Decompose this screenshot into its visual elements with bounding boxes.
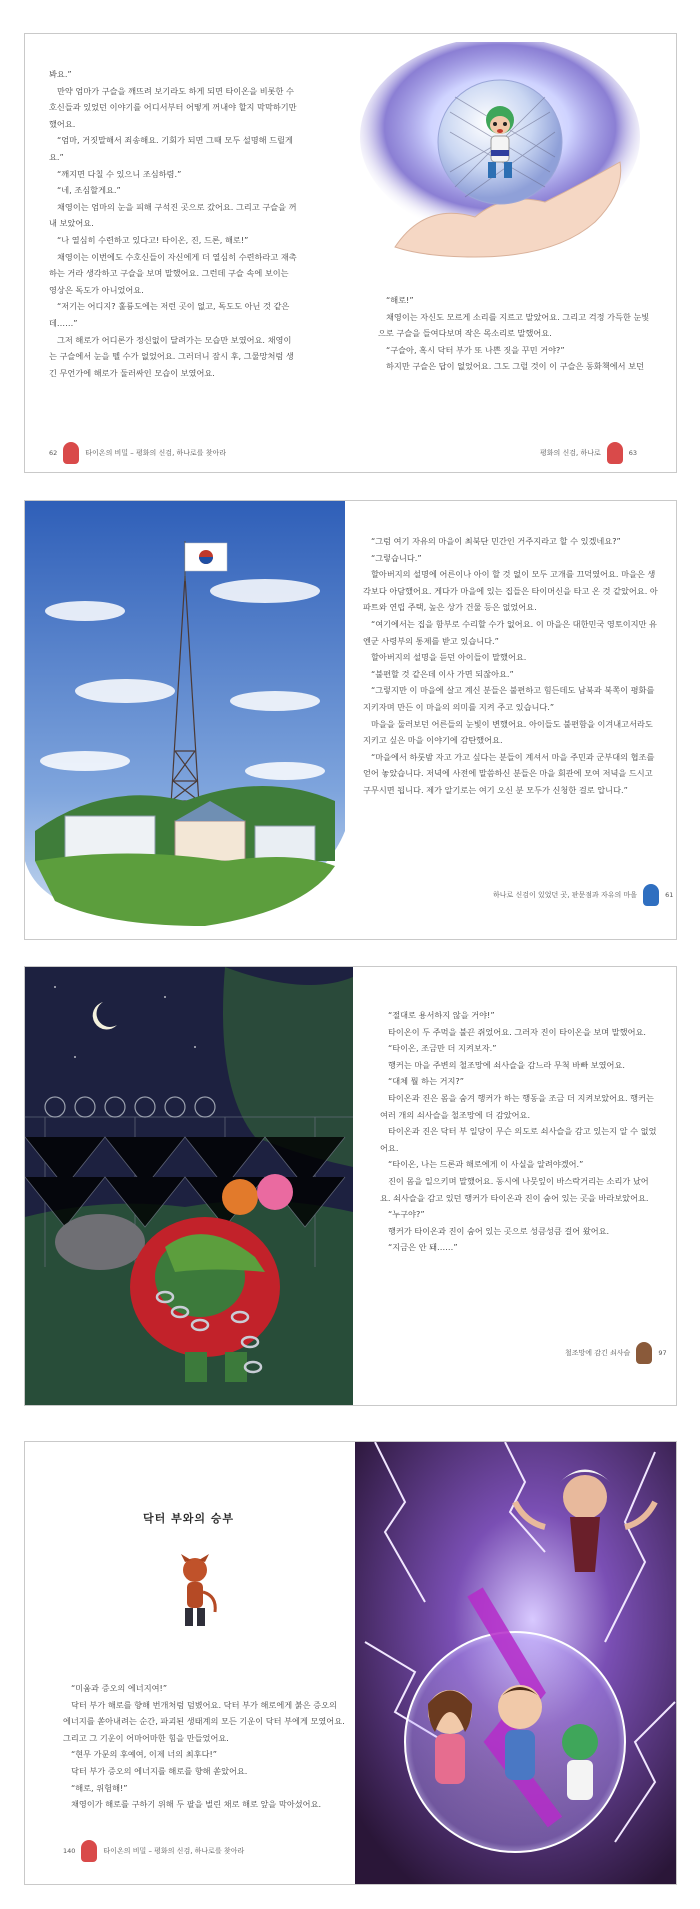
running-title: 타이온의 비밀 – 평화의 신검, 하나로를 찾아라 — [85, 449, 227, 457]
paragraph: “구슬아, 혹시 닥터 부가 또 나쁜 짓을 꾸민 거야?” — [386, 344, 565, 355]
page-number: 63 — [628, 449, 638, 457]
village-tower-illustration — [25, 501, 345, 940]
paragraph: “네, 조심할게요.” — [57, 185, 121, 196]
character-mascot-icon — [643, 884, 659, 906]
paragraph: 타이온과 진은 닥터 부 일당이 무슨 의도로 쇠사슬을 감고 있는지 알 수 없었어요. — [380, 1126, 657, 1153]
paragraph: 행커는 마을 주변의 철조망에 쇠사슬을 감느라 무척 바빠 보였어요. — [388, 1059, 625, 1070]
running-title: 하나로 신검이 있었던 곳, 판문점과 자유의 마을 — [493, 891, 638, 899]
paragraph: “마을에서 하룻밤 자고 가고 싶다는 분들이 계셔서 마을 주민과 군부대의 협조를 얻어 놓았습니다. 저녁에 사전에 말씀하신 분들은 마을 회관에 모여 저녁을 드시고 구무시면 됩니다. 제가 알기로는 여기 오신 분 모두가 신청한 걸로 압니다.” — [363, 751, 655, 795]
paragraph: 마을을 둘러보던 어른들의 눈빛이 변했어요. 아이들도 불편함을 이겨내고서라도 지키고 싶은 마을 이야기에 감탄했어요. — [363, 718, 653, 746]
page-text — [63, 1680, 345, 1813]
crystal-ball-illustration — [355, 42, 655, 262]
fence-night-illustration — [25, 967, 353, 1406]
paragraph: “현무 가문의 후예여, 이제 너의 최후다!” — [71, 1749, 218, 1760]
paragraph: 그저 해로가 어디론가 정신없이 달려가는 모습만 보였어요. 채영이는 구슬에서 눈을 뗄 수가 없었어요. 그러더니 잠시 후, 그물망처럼 생긴 무언가에 해로가 둘러싸인 모습이 보였어요. — [49, 334, 294, 378]
paragraph: “절대로 용서하지 않을 거야!” — [388, 1010, 495, 1020]
paragraph: 만약 엄마가 구슬을 깨뜨려 보기라도 하게 되면 타이온을 비롯한 수호신들과 있었던 이야기를 어디서부터 어떻게 꺼내야 할지 막막하기만 했어요. — [49, 85, 297, 129]
paragraph: 할아버지의 설명을 듣던 아이들이 말했어요. — [371, 652, 527, 663]
paragraph: “해로!” — [386, 295, 414, 305]
page-number: 62 — [49, 449, 58, 457]
paragraph: “깨지면 다칠 수 있으니 조심하렴.” — [57, 168, 182, 179]
chapter-title: 닥터 부와의 승부 — [143, 1512, 235, 1525]
paragraph: 닥터 부가 증오의 에너지를 해로를 향해 쏟았어요. — [71, 1765, 248, 1776]
page-number: 97 — [658, 1349, 667, 1357]
running-title: 철조망에 감긴 쇠사슬 — [565, 1349, 631, 1357]
paragraph: 채영이는 자신도 모르게 소리를 지르고 말았어요. 그리고 걱정 가득한 눈빛으로 구슬을 들여다보며 작은 목소리로 말했어요. — [378, 311, 650, 339]
paragraph: “타이온, 조금만 더 지켜보자.” — [388, 1043, 497, 1054]
character-mascot-icon — [607, 442, 623, 464]
paragraph: 타이온이 두 주먹을 불끈 쥐었어요. 그러자 진이 타이온을 보며 말했어요. — [388, 1026, 646, 1037]
paragraph: 타이온과 진은 몸을 숨겨 행커가 하는 행동을 조금 더 지켜보았어요. 행커는 여러 개의 쇠사슬을 철조망에 더 감았어요. — [380, 1092, 654, 1120]
paragraph: “누구야?” — [388, 1209, 425, 1220]
book-spread-3 — [24, 966, 677, 1406]
paragraph: “그렇습니다.” — [371, 552, 422, 563]
page-number: 140 — [63, 1847, 76, 1855]
page-number: 61 — [665, 891, 674, 899]
paragraph: “미움과 증오의 에너지여!” — [71, 1683, 168, 1693]
paragraph: “저기는 어디지? 훌륭도에는 저런 곳이 없고, 독도도 아닌 것 같은데……” — [49, 301, 290, 328]
paragraph: 행커가 타이온과 진이 숨어 있는 곳으로 성큼성큼 걸어 왔어요. — [388, 1225, 610, 1236]
paragraph: “엄마, 거짓말해서 죄송해요. 기회가 되면 그때 모두 설명해 드릴게요.” — [49, 135, 293, 162]
right-page-footer — [540, 442, 637, 464]
running-title: 타이온의 비밀 – 평화의 신검, 하나로를 찾아라 — [103, 1847, 245, 1855]
left-page-text — [49, 66, 297, 381]
character-mascot-icon — [63, 442, 79, 464]
character-mascot-icon — [81, 1840, 97, 1862]
character-mascot-icon — [636, 1342, 652, 1364]
paragraph: “해로, 위험해!” — [71, 1782, 128, 1793]
paragraph: 닥터 부가 해로를 향해 번개처럼 덤볐어요. 닥터 부가 해로에게 붉은 증오의 에너지를 쏟아내려는 순간, 파괴된 생태계의 모든 기운이 닥터 부에게 모였어요. 그리고 그 기운이 어마어마한 힘을 만들었어요. — [63, 1699, 345, 1743]
page-text — [363, 533, 658, 799]
paragraph: 진이 몸을 일으키며 말했어요. 동시에 나뭇잎이 바스락거리는 소리가 났어요. 쇠사슬을 감고 있던 행커가 타이온과 진이 숨어 있는 곳을 바라보았어요. — [380, 1175, 649, 1203]
paragraph: 채영이는 엄마의 눈을 피해 구석진 곳으로 갔어요. 그리고 구슬을 꺼내 보았어요. — [49, 201, 297, 229]
left-page-footer — [49, 442, 226, 464]
paragraph: 채영이가 해로를 구하기 위해 두 팔을 벌린 채로 해로 앞을 막아섰어요. — [71, 1799, 322, 1810]
paragraph: “그럼 여기 자유의 마을이 최북단 민간인 거주지라고 할 수 있겠네요?” — [371, 536, 621, 546]
paragraph: 할아버지의 설명에 어른이나 아이 할 것 없이 모두 고개를 끄덕였어요. 마을은 생각보다 아담했어요. 게다가 마을에 있는 집들은 타이머신을 타고 온 것 같았어요. 아파트와 연립 주택, 높은 상가 건물 등은 없었어요. — [363, 569, 658, 613]
character-illustration — [165, 1552, 225, 1632]
paragraph: 채영이는 이번에도 수호신들이 자신에게 더 열심히 수련하라고 재촉하는 거라 생각하고 구슬을 보며 말했어요. 그런데 구슬 속에 보이는 영상은 독도가 아니었어요. — [49, 251, 297, 295]
right-page-text — [378, 292, 656, 375]
paragraph: 봐요.” — [49, 69, 72, 79]
lightning-battle-illustration — [355, 1442, 677, 1885]
paragraph: 하지만 구슬은 답이 없었어요. 그도 그럴 것이 이 구슬은 동화책에서 보던 — [386, 361, 644, 372]
paragraph: “불편할 것 같은데 이사 가면 되잖아요.” — [371, 668, 514, 679]
paragraph: “대체 뭘 하는 거지?” — [388, 1076, 465, 1087]
paragraph: “타이온, 나는 드론과 해로에게 이 사실을 알려야겠어.” — [388, 1159, 584, 1170]
page-text — [380, 1007, 658, 1256]
book-spread-4 — [24, 1441, 677, 1885]
paragraph: “그렇지만 이 마을에 살고 계신 분들은 불편하고 힘든데도 남북과 북쪽이 평화를 지키자며 만든 이 마을의 의미를 지켜 주고 있습니다.” — [363, 685, 655, 712]
page-footer — [493, 884, 673, 906]
paragraph: “나 열심히 수련하고 있다고! 타이온, 진, 드론, 해로!” — [57, 234, 249, 245]
book-spread-1 — [24, 33, 677, 473]
running-title: 평화의 신검, 하나로 — [540, 449, 601, 457]
book-spread-2 — [24, 500, 677, 940]
page-footer — [565, 1342, 667, 1364]
paragraph: “여기에서는 집을 함부로 수리할 수가 없어요. 이 마을은 대한민국 영토이지만 유엔군 사령부의 통제를 받고 있습니다.” — [363, 618, 657, 646]
paragraph: “지금은 안 돼……” — [388, 1242, 458, 1253]
page-footer — [63, 1840, 244, 1862]
